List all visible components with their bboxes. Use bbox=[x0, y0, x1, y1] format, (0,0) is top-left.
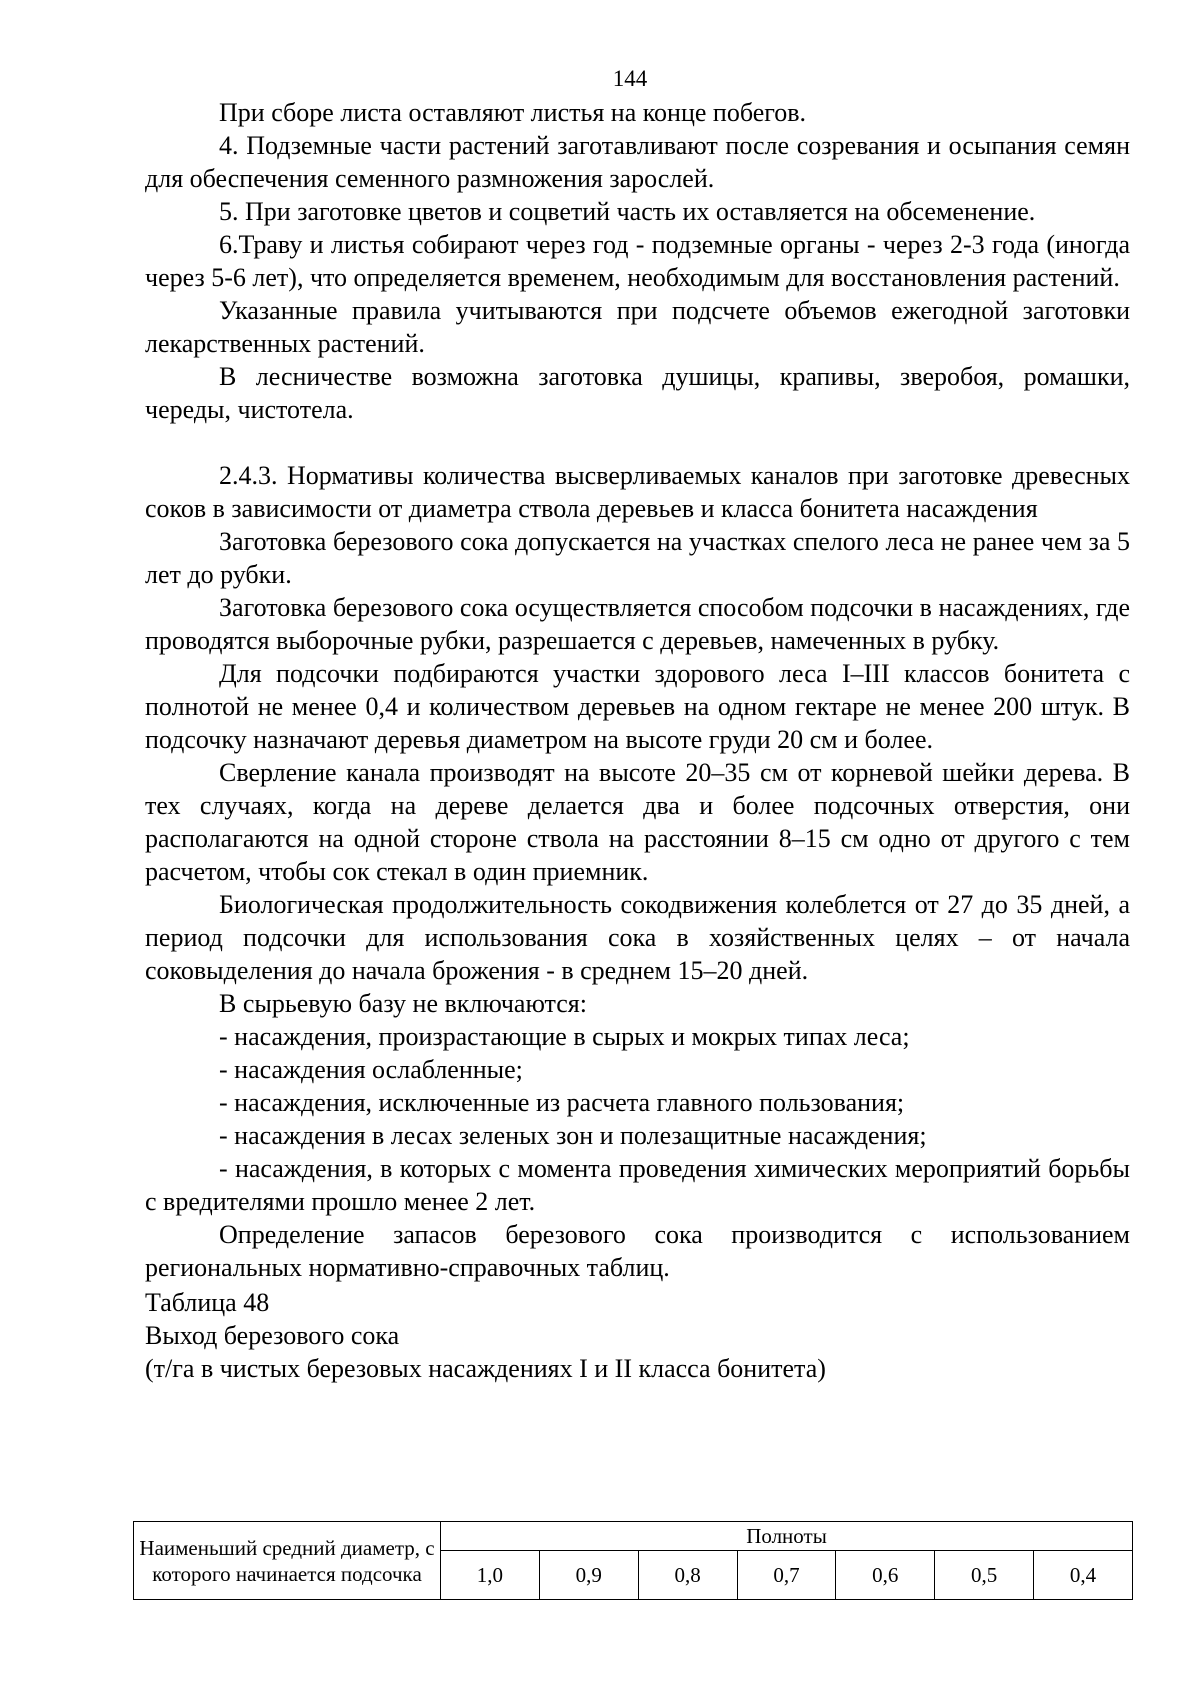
density-column: 0,5 bbox=[935, 1551, 1034, 1600]
table-header-row bbox=[134, 1522, 1133, 1551]
paragraph: Указанные правила учитываются при подсчете объемов ежегодной заготовки лекарственных растений. bbox=[145, 296, 1130, 358]
density-column: 0,7 bbox=[737, 1551, 836, 1600]
paragraph: Заготовка березового сока допускается на участках спелого леса не ранее чем за 5 лет до рубки. bbox=[145, 527, 1130, 589]
density-group-header: Полноты bbox=[441, 1522, 1133, 1551]
density-column: 0,4 bbox=[1034, 1551, 1133, 1600]
paragraph: Для подсочки подбираются участки здорового леса I–III классов бонитета с полнотой не менее 0,4 и количеством деревьев на одном гектаре не менее 200 штук. В подсочку назначают деревья диаметром на высоте груди 20 см и более. bbox=[145, 659, 1130, 754]
density-column: 0,8 bbox=[638, 1551, 737, 1600]
sap-yield-table bbox=[133, 1521, 1133, 1600]
paragraph: При сборе листа оставляют листья на конце побегов. bbox=[219, 98, 807, 127]
paragraph: В сырьевую базу не включаются: bbox=[219, 989, 587, 1018]
density-column: 0,6 bbox=[836, 1551, 935, 1600]
exclusion-item: - насаждения, произрастающие в сырых и мокрых типах леса; bbox=[219, 1022, 910, 1051]
exclusion-item: - насаждения ослабленные; bbox=[219, 1055, 523, 1084]
document-body bbox=[145, 96, 1130, 1385]
page-number: 144 bbox=[612, 66, 648, 91]
paragraph: Сверление канала производят на высоте 20–35 см от корневой шейки дерева. В тех случаях, когда на дереве делается два и более подсочных отверстия, они располагаются на одной стороне ствола на расстоянии 8–15 см одно от другого с тем расчетом, чтобы сок стекал в один приемник. bbox=[145, 758, 1130, 886]
exclusion-item: - насаждения, исключенные из расчета главного пользования; bbox=[219, 1088, 905, 1117]
exclusion-item: - насаждения в лесах зеленых зон и полезащитные насаждения; bbox=[219, 1121, 927, 1150]
paragraph: Биологическая продолжительность сокодвижения колеблется от 27 до 35 дней, а период подсочки для использования сока в хозяйственных целях – от начала соковыделения до начала брожения - в среднем 15–20 дней. bbox=[145, 890, 1130, 985]
density-column: 1,0 bbox=[441, 1551, 540, 1600]
section-heading: 2.4.3. Нормативы количества высверливаемых каналов при заготовке древесных соков в зависимости от диаметра ствола деревьев и класса бонитета насаждения bbox=[145, 461, 1130, 523]
table-title: Выход березового сока bbox=[145, 1321, 400, 1350]
table-subtitle: (т/га в чистых березовых насаждениях I и II класса бонитета) bbox=[145, 1354, 826, 1383]
density-column: 0,9 bbox=[539, 1551, 638, 1600]
paragraph: Определение запасов березового сока производится с использованием региональных нормативно-справочных таблиц. bbox=[145, 1220, 1130, 1282]
paragraph: 6.Траву и листья собирают через год - подземные органы - через 2-3 года (иногда через 5-6 лет), что определяется временем, необходимым для восстановления растений. bbox=[145, 230, 1130, 292]
diameter-header: Наименьший средний диаметр, с которого начинается подсочка bbox=[134, 1522, 441, 1600]
paragraph: Заготовка березового сока осуществляется способом подсочки в насаждениях, где проводятся выборочные рубки, разрешается с деревьев, намеченных в рубку. bbox=[145, 593, 1130, 655]
paragraph: В лесничестве возможна заготовка душицы, крапивы, зверобоя, ромашки, череды, чистотела. bbox=[145, 362, 1130, 424]
paragraph: 4. Подземные части растений заготавливают после созревания и осыпания семян для обеспечения семенного размножения зарослей. bbox=[145, 131, 1130, 193]
exclusion-item: - насаждения, в которых с момента проведения химических мероприятий борьбы с вредителями прошло менее 2 лет. bbox=[145, 1154, 1130, 1216]
paragraph: 5. При заготовке цветов и соцветий часть их оставляется на обсеменение. bbox=[219, 197, 1036, 226]
table-label: Таблица 48 bbox=[145, 1288, 270, 1317]
